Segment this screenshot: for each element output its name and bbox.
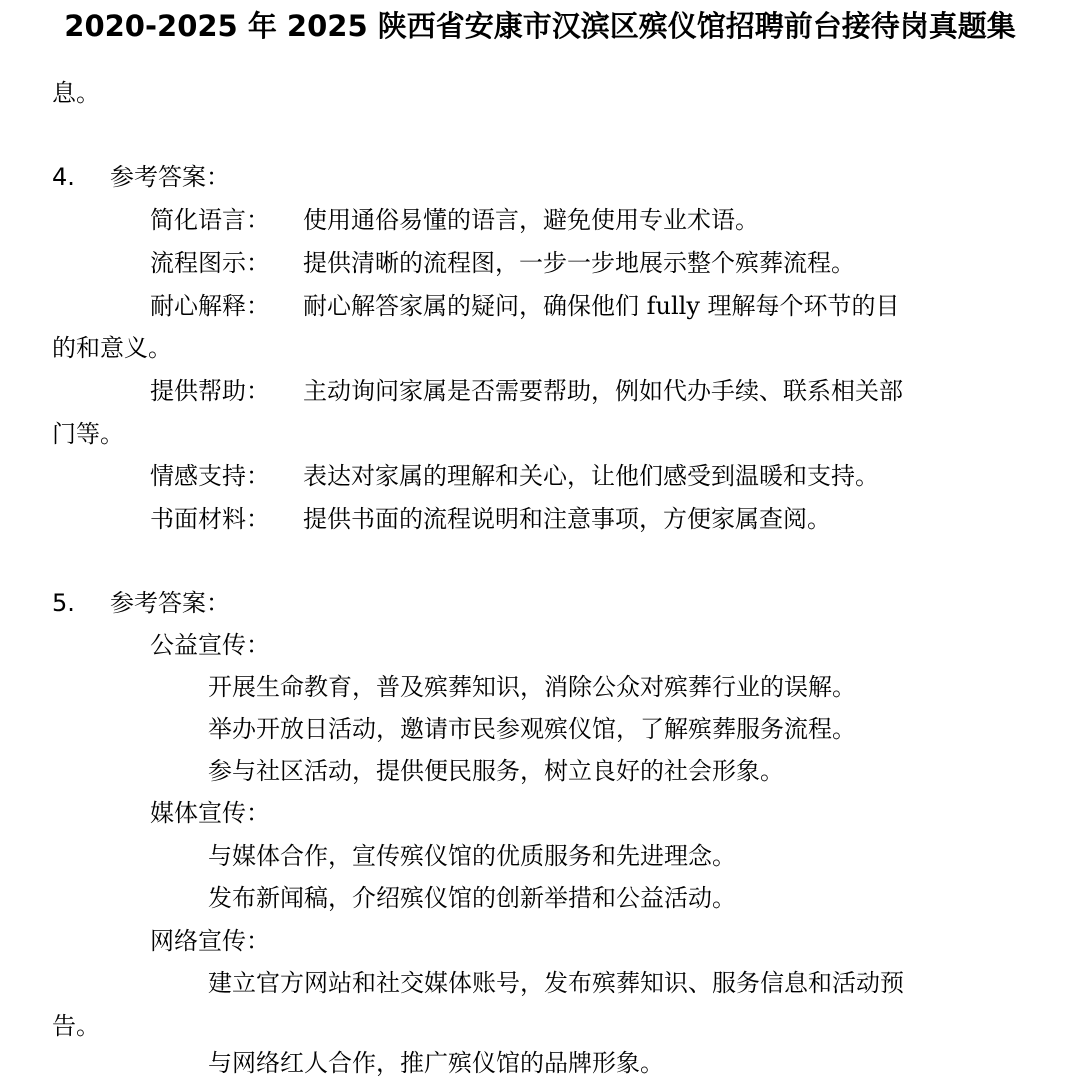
answer-5-group-line: 参与社区活动，提供便民服务，树立良好的社会形象。	[208, 757, 784, 785]
answer-5-group-line: 与媒体合作，宣传殡仪馆的优质服务和先进理念。	[208, 842, 736, 870]
answer-4-item-text: 耐心解答家属的疑问，确保他们 fully 理解每个环节的目	[303, 292, 900, 320]
answer-5-group-line: 建立官方网站和社交媒体账号，发布殡葬知识、服务信息和活动预	[208, 969, 904, 997]
answer-4-number: 4.	[52, 163, 75, 191]
answer-4-item-emotional-support	[150, 459, 879, 493]
answer-4-item-label: 流程图示：	[150, 249, 270, 277]
answer-4-item-label: 书面材料：	[150, 505, 270, 533]
answer-4-item-label: 情感支持：	[150, 462, 270, 490]
answer-4-item-flowchart	[150, 246, 855, 280]
answer-5-group-line: 开展生命教育，普及殡葬知识，消除公众对殡葬行业的误解。	[208, 673, 856, 701]
answer-5-number: 5.	[52, 589, 75, 617]
answer-4-item-label: 简化语言：	[150, 206, 270, 234]
answer-5-group-line: 与网络红人合作，推广殡仪馆的品牌形象。	[208, 1049, 664, 1077]
answer-4-item-simplify-language	[150, 203, 759, 237]
answer-5-heading-text: 参考答案：	[110, 589, 230, 617]
answer-4-item-offer-help	[150, 374, 903, 408]
answer-5-group-wrap-line: 告。	[52, 1012, 100, 1040]
answer-4-item-patient-explain	[150, 289, 900, 323]
answer-4-item-text: 提供清晰的流程图，一步一步地展示整个殡葬流程。	[303, 249, 855, 277]
answer-4-item-wrap-line: 门等。	[52, 420, 124, 448]
answer-5-group-line: 举办开放日活动，邀请市民参观殡仪馆，了解殡葬服务流程。	[208, 715, 856, 743]
answer-4-heading-text: 参考答案：	[110, 163, 230, 191]
answer-4-item-text: 主动询问家属是否需要帮助，例如代办手续、联系相关部	[303, 377, 903, 405]
answer-5-group-line: 发布新闻稿，介绍殡仪馆的创新举措和公益活动。	[208, 884, 736, 912]
answer-4-item-text: 提供书面的流程说明和注意事项，方便家属查阅。	[303, 505, 831, 533]
answer-4-item-text: 表达对家属的理解和关心，让他们感受到温暖和支持。	[303, 462, 879, 490]
answer-4-item-label: 提供帮助：	[150, 377, 270, 405]
continued-text-line: 息。	[52, 79, 100, 107]
answer-5-group-title-media: 媒体宣传：	[150, 799, 270, 827]
answer-4-item-text: 使用通俗易懂的语言，避免使用专业术语。	[303, 206, 759, 234]
document-title: 2020-2025 年 2025 陕西省安康市汉滨区殡仪馆招聘前台接待岗真题集	[64, 9, 1016, 43]
answer-5-heading	[52, 586, 230, 620]
answer-5-group-title-online: 网络宣传：	[150, 927, 270, 955]
answer-5-group-title-public-welfare: 公益宣传：	[150, 631, 270, 659]
answer-4-heading	[52, 160, 230, 194]
answer-4-item-written-materials	[150, 502, 831, 536]
answer-4-item-label: 耐心解释：	[150, 292, 270, 320]
answer-4-item-wrap-line: 的和意义。	[52, 334, 172, 362]
